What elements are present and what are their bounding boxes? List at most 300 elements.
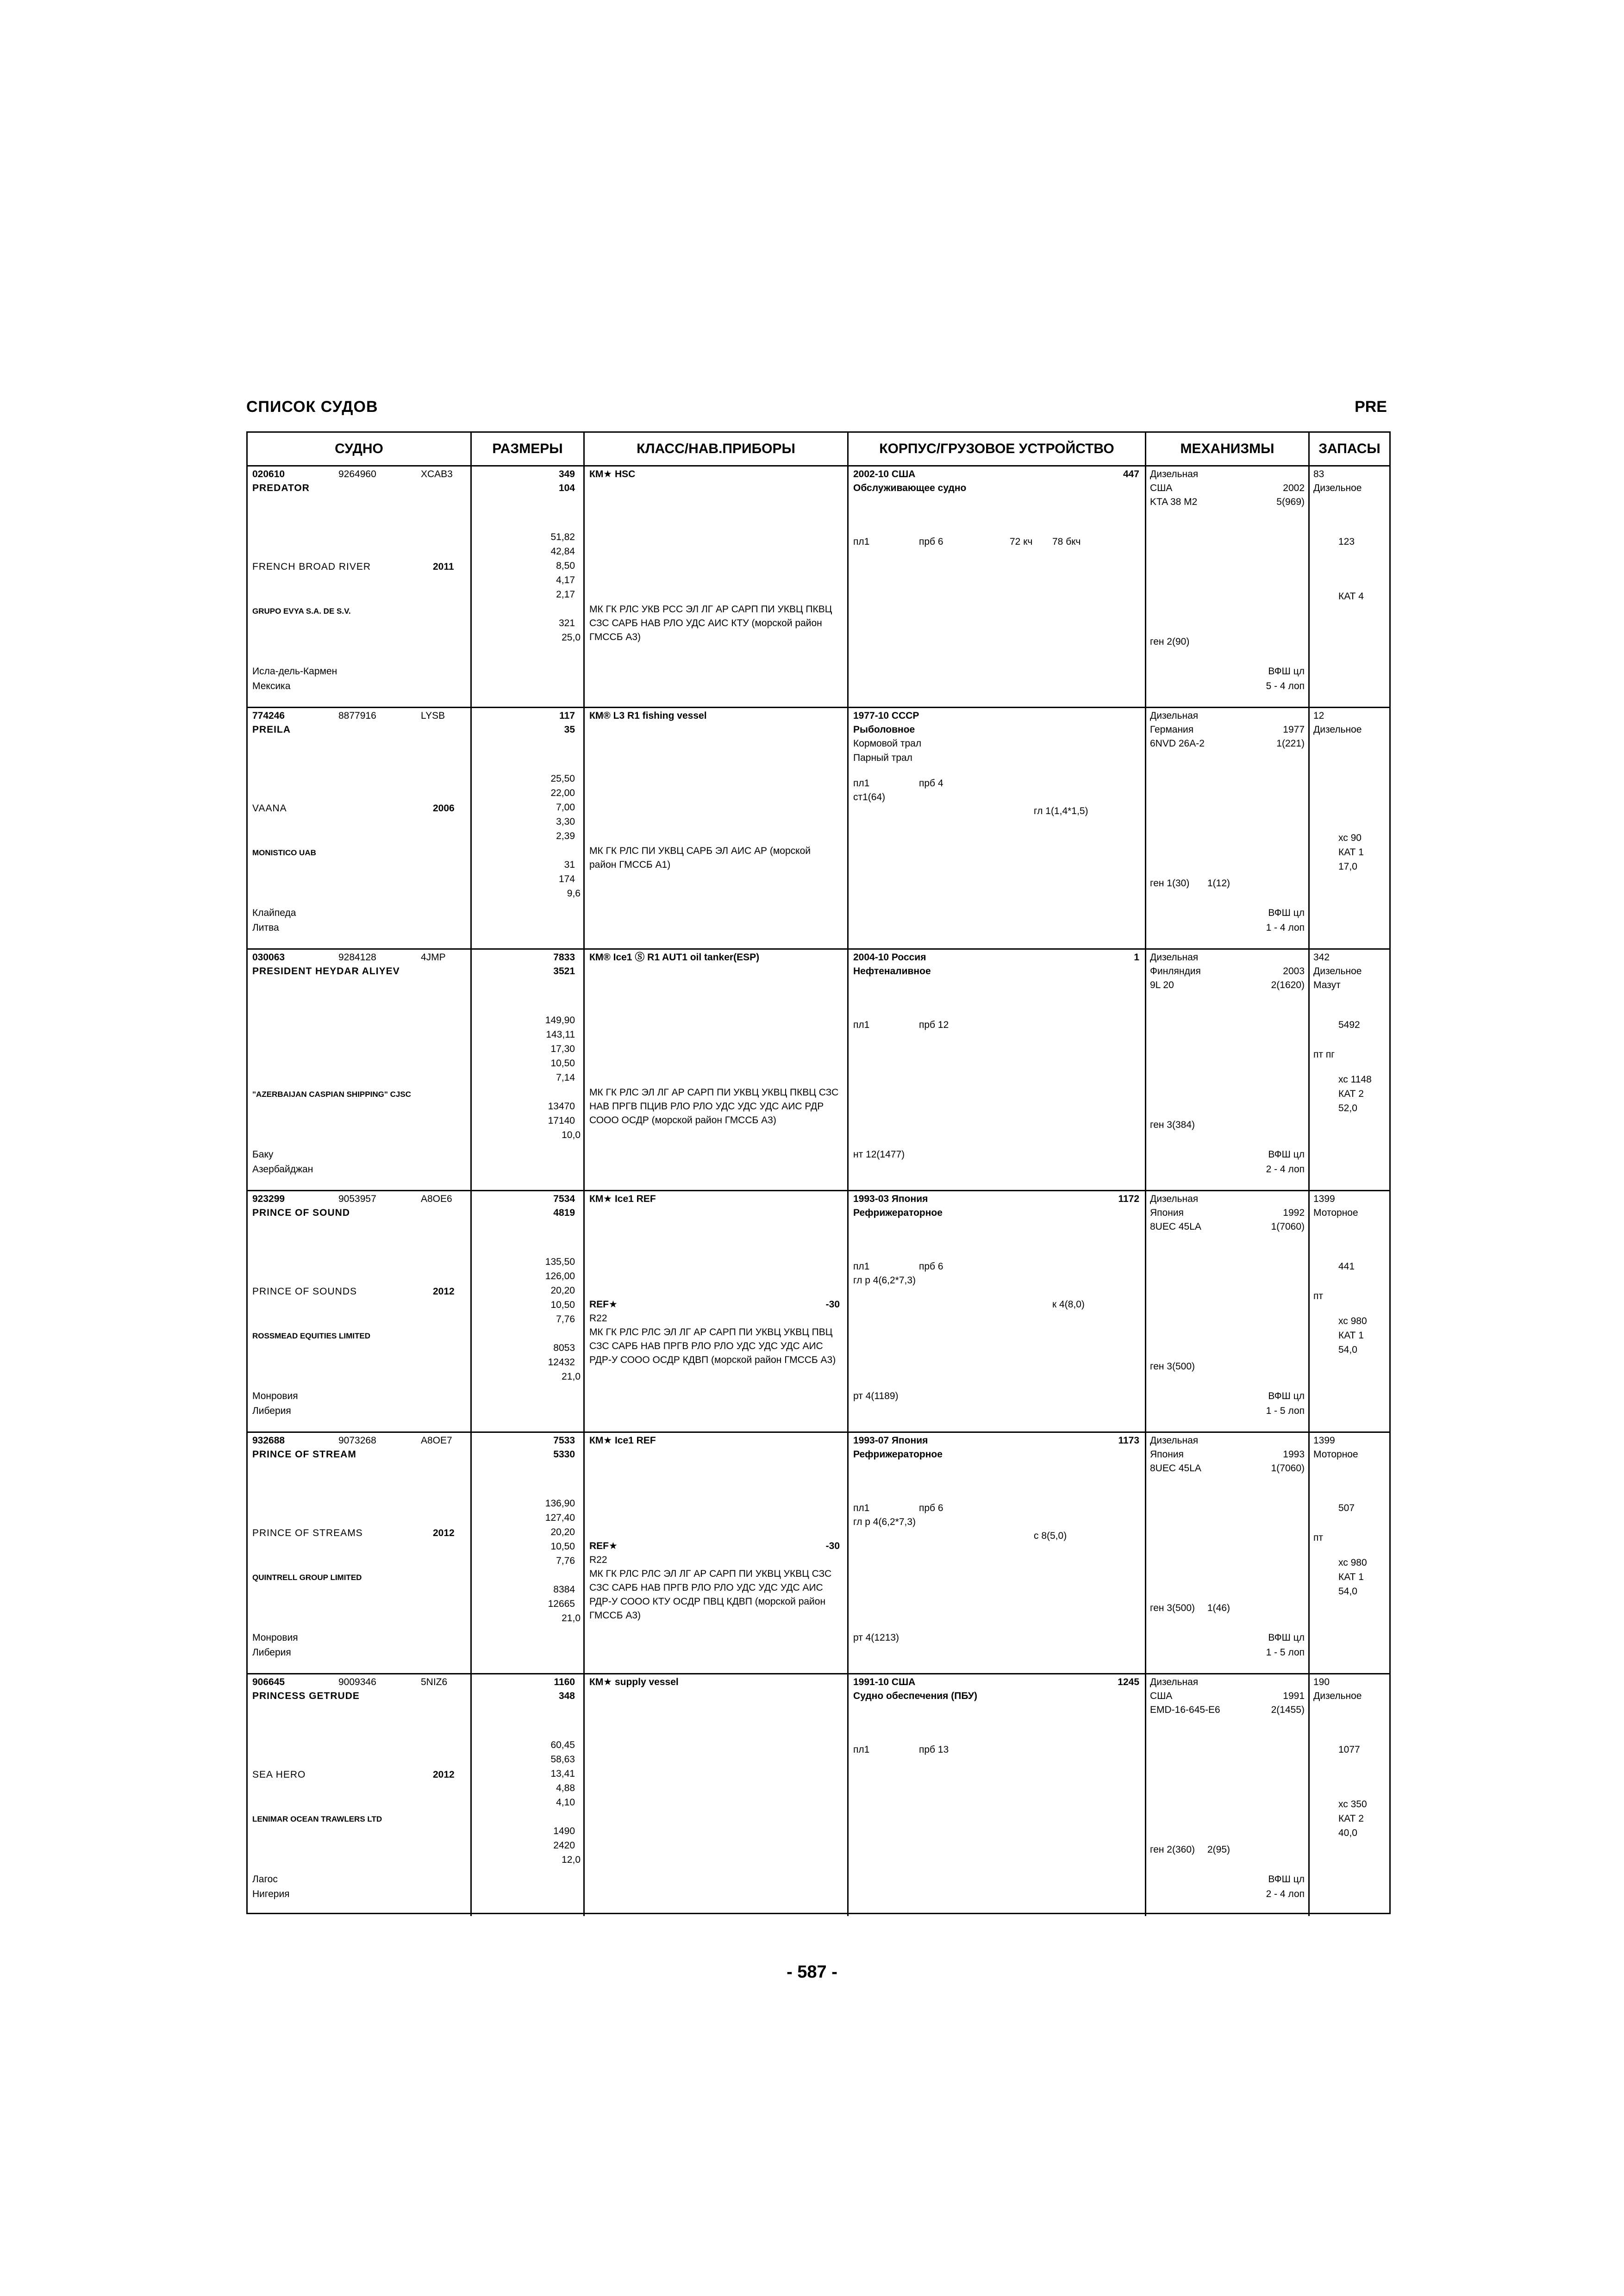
engine-model: 6NVD 26A-2: [1150, 738, 1205, 749]
dims-value: 143,11: [546, 1029, 575, 1040]
net-tonnage: 104: [558, 483, 575, 493]
engine-power: 1(7060): [1271, 1463, 1305, 1474]
vessel-cell: [248, 708, 472, 948]
ship-type: Рефрижераторное: [853, 1207, 943, 1218]
class-notation: КМ★ Ice1 REF: [589, 1194, 656, 1204]
fuel-type: Дизельное: [1313, 1691, 1362, 1701]
dwt-value: 12665: [548, 1599, 575, 1609]
dims-value: 20,20: [550, 1527, 575, 1537]
hull-cell: [849, 467, 1146, 707]
hull-cell: [849, 708, 1146, 948]
generators: ген 3(500): [1150, 1361, 1195, 1372]
dwt-value: 174: [558, 874, 575, 884]
dims-value: 149,90: [545, 1015, 575, 1026]
column-header-hull: КОРПУС/ГРУЗОВОЕ УСТРОЙСТВО: [849, 433, 1146, 465]
class-cell: [585, 1674, 849, 1916]
navigation-equipment: МК ГК РЛС РЛС ЭЛ ЛГ АР САРП ПИ УКВЦ УКВЦ ПВЦ СЗС САРБ НАВ ПРГВ РЛО РЛО УДС УДС УДС АИС РДР-У СООО ОСДР КДВП (морской район ГМССБ А3): [589, 1327, 836, 1365]
fuel-type: Дизельное: [1313, 483, 1362, 493]
engine-model: 8UEC 45LA: [1150, 1463, 1201, 1474]
cargo-capacity: 72 кч: [1010, 536, 1033, 547]
ship-type: Обслуживающее судно: [853, 483, 967, 493]
flag-state: Азербайджан: [252, 1164, 313, 1175]
engine-power: 5(969): [1276, 497, 1305, 507]
dims-value: 10,50: [550, 1541, 575, 1552]
supply-low-value: 40,0: [1338, 1828, 1357, 1838]
registry-number: 020610: [252, 469, 285, 479]
flag-state: Мексика: [252, 681, 291, 691]
dims-value: 7,76: [556, 1556, 575, 1566]
speed: 9,6: [567, 888, 581, 899]
supply-low-value: хс 350: [1338, 1799, 1367, 1810]
engine-country: Финляндия: [1150, 966, 1201, 977]
water-capacity: 5492: [1338, 1020, 1360, 1030]
ship-entry: [248, 708, 1389, 950]
water-capacity: 123: [1338, 536, 1355, 547]
machinery-cell: [1146, 950, 1310, 1190]
dimensions-cell: [472, 1674, 585, 1916]
navigation-equipment: МК ГК РЛС ЭЛ ЛГ АР САРП ПИ УКВЦ УКВЦ ПКВЦ СЗС НАВ ПРГВ ПЦИВ РЛО РЛО УДС УДС УДС АИС РДР СООО ОСДР (морской район ГМССБ А3): [589, 1087, 839, 1126]
hull-cell: [849, 1433, 1146, 1673]
supply-low-value: хс 1148: [1338, 1074, 1372, 1085]
supply-low-value: хс 980: [1338, 1557, 1367, 1568]
generators: ген 2(90): [1150, 636, 1190, 647]
fuel-capacity: 1399: [1313, 1435, 1335, 1446]
deck-count: пл1: [853, 536, 870, 547]
imo-number: 9053957: [338, 1194, 376, 1204]
page-section-code: PRE: [1355, 398, 1387, 416]
dwt-value: 31: [564, 859, 575, 870]
propeller: ВФШ цл: [1268, 1874, 1305, 1885]
former-name-year: 2006: [433, 803, 455, 814]
navigation-equipment: МК ГК РЛС УКВ РСС ЭЛ ЛГ АР САРП ПИ УКВЦ ПКВЦ СЗС САРБ НАВ РЛО УДС АИС КТУ (морской район ГМССБ А3): [589, 604, 832, 642]
speed: 10,0: [562, 1130, 581, 1140]
registry-number: 923299: [252, 1194, 285, 1204]
ref-class: REF★: [589, 1299, 618, 1310]
hull-line-2b: с 8(5,0): [1034, 1531, 1067, 1541]
hull-line-2: гл р 4(6,2*7,3): [853, 1275, 916, 1286]
speed: 25,0: [562, 632, 581, 643]
engine-country: США: [1150, 483, 1173, 493]
machinery-cell: [1146, 1433, 1310, 1673]
engine-country: Япония: [1150, 1207, 1184, 1218]
ship-entry: [248, 1191, 1389, 1433]
supply-low-value: КАТ 1: [1338, 1330, 1364, 1341]
bulkheads: прб 6: [919, 1503, 943, 1513]
yard-number: 1245: [1118, 1677, 1139, 1687]
speed: 12,0: [562, 1854, 581, 1865]
fuel-capacity: 190: [1313, 1677, 1330, 1687]
gross-tonnage: 7833: [553, 952, 575, 963]
class-notation: КМ® L3 R1 fishing vessel: [589, 710, 707, 721]
supplies-cell: [1310, 708, 1389, 948]
ship-name: PREDATOR: [252, 483, 310, 493]
generators: ген 3(500): [1150, 1603, 1195, 1613]
dims-value: 7,00: [556, 802, 575, 813]
hull-cell: [849, 950, 1146, 1190]
ship-entry: [248, 950, 1389, 1191]
fuel-capacity: 1399: [1313, 1194, 1335, 1204]
deck-count: пл1: [853, 1020, 870, 1030]
water-capacity: 441: [1338, 1261, 1355, 1272]
engine-model: 9L 20: [1150, 980, 1174, 990]
dimensions-cell: [472, 1191, 585, 1431]
tank-notes: пт: [1313, 1291, 1323, 1301]
former-name: PRINCE OF SOUNDS: [252, 1286, 357, 1297]
propeller: ВФШ цл: [1268, 908, 1305, 918]
supply-low-value: 54,0: [1338, 1586, 1357, 1597]
imo-number: 9284128: [338, 952, 376, 963]
bulkheads: прб 13: [919, 1744, 949, 1755]
engine-power: 2(1620): [1271, 980, 1305, 990]
former-name-year: 2012: [433, 1286, 455, 1297]
speed: 21,0: [562, 1371, 581, 1382]
gross-tonnage: 349: [558, 469, 575, 479]
deck-count: пл1: [853, 1744, 870, 1755]
propeller-blades: 1 - 4 лоп: [1266, 922, 1305, 933]
table-header: [248, 433, 1389, 467]
water-capacity: 507: [1338, 1503, 1355, 1513]
dims-value: 127,40: [545, 1512, 575, 1523]
engine-power: 1(221): [1276, 738, 1305, 749]
owner: GRUPO EVYA S.A. DE S.V.: [252, 607, 351, 616]
dims-value: 2,39: [556, 831, 575, 841]
propeller: ВФШ цл: [1268, 1149, 1305, 1160]
ship-name: PRINCE OF STREAM: [252, 1449, 356, 1460]
vessel-cell: [248, 467, 472, 707]
hull-line-2: ст1(64): [853, 792, 886, 803]
dwt-value: 2420: [553, 1840, 575, 1851]
former-name-year: 2011: [433, 561, 454, 572]
deck-count: пл1: [853, 1261, 870, 1272]
engine-model: EMD-16-645-E6: [1150, 1705, 1220, 1715]
owner: LENIMAR OCEAN TRAWLERS LTD: [252, 1815, 382, 1823]
hull-cell: [849, 1674, 1146, 1916]
dwt-value: 321: [558, 618, 575, 628]
propeller-blades: 5 - 4 лоп: [1266, 681, 1305, 691]
supply-low-value: 54,0: [1338, 1344, 1357, 1355]
supply-low-value: 52,0: [1338, 1103, 1357, 1114]
ship-name: PREILA: [252, 724, 291, 735]
generators: ген 2(360): [1150, 1844, 1195, 1855]
class-notation: КМ® Ice1 Ⓢ R1 AUT1 oil tanker(ESP): [589, 952, 760, 963]
home-port: Монровия: [252, 1391, 298, 1401]
engine-year: 1993: [1283, 1449, 1305, 1460]
column-header-class: КЛАСС/НАВ.ПРИБОРЫ: [585, 433, 849, 465]
supplies-cell: [1310, 1191, 1389, 1431]
former-name: PRINCE OF STREAMS: [252, 1528, 363, 1538]
supplies-cell: [1310, 1674, 1389, 1916]
former-name: SEA HERO: [252, 1769, 306, 1780]
build-date-country: 1977-10 СССР: [853, 710, 919, 721]
flag-state: Либерия: [252, 1647, 291, 1658]
net-tonnage: 5330: [553, 1449, 575, 1460]
former-name-year: 2012: [433, 1528, 455, 1538]
dims-value: 42,84: [550, 546, 575, 557]
propeller-blades: 1 - 5 лоп: [1266, 1406, 1305, 1416]
dims-value: 8,50: [556, 560, 575, 571]
fuel-type: Моторное: [1313, 1449, 1358, 1460]
supply-low-value: КАТ 4: [1338, 591, 1364, 602]
engine-power: 1(7060): [1271, 1221, 1305, 1232]
class-notation: КМ★ Ice1 REF: [589, 1435, 656, 1446]
supply-low-value: КАТ 2: [1338, 1089, 1364, 1099]
bale-capacity: 78 бкч: [1052, 536, 1081, 547]
propeller: ВФШ цл: [1268, 666, 1305, 677]
engine-model: 8UEC 45LA: [1150, 1221, 1201, 1232]
deck-count: пл1: [853, 1503, 870, 1513]
call-sign: 4JMP: [421, 952, 446, 963]
vessel-cell: [248, 950, 472, 1190]
class-cell: [585, 950, 849, 1190]
supplies-cell: [1310, 950, 1389, 1190]
hull-bottom-info: рт 4(1189): [853, 1391, 899, 1401]
supplies-cell: [1310, 1433, 1389, 1673]
home-port: Баку: [252, 1149, 274, 1160]
ship-entry: [248, 467, 1389, 708]
engine-type: Дизельная: [1150, 1194, 1199, 1204]
supplies-cell: [1310, 467, 1389, 707]
dims-value: 60,45: [550, 1740, 575, 1750]
dims-value: 135,50: [545, 1257, 575, 1267]
yard-number: 1173: [1118, 1435, 1139, 1446]
speed: 21,0: [562, 1613, 581, 1624]
dims-value: 10,50: [550, 1058, 575, 1069]
ship-name: PRINCESS GETRUDE: [252, 1691, 360, 1701]
engine-type: Дизельная: [1150, 952, 1199, 963]
engine-year: 1991: [1283, 1691, 1305, 1701]
engine-year: 1977: [1283, 724, 1305, 735]
supply-low-value: хс 90: [1338, 833, 1362, 843]
refrigerant: R22: [589, 1555, 607, 1565]
ship-type: Рыболовное: [853, 724, 915, 735]
engine-power: 2(1455): [1271, 1705, 1305, 1715]
propeller-blades: 2 - 4 лоп: [1266, 1889, 1305, 1899]
engine-year: 2003: [1283, 966, 1305, 977]
generators: ген 3(384): [1150, 1120, 1195, 1130]
dims-value: 25,50: [550, 773, 575, 784]
bulkheads: прб 4: [919, 778, 943, 789]
dims-value: 7,76: [556, 1314, 575, 1325]
engine-type: Дизельная: [1150, 710, 1199, 721]
vessel-cell: [248, 1433, 472, 1673]
dwt-value: 12432: [548, 1357, 575, 1368]
gross-tonnage: 7534: [553, 1194, 575, 1204]
dims-value: 13,41: [550, 1768, 575, 1779]
ship-entry: [248, 1674, 1389, 1916]
fuel-type: Дизельное: [1313, 724, 1362, 735]
former-name: VAANA: [252, 803, 287, 814]
call-sign: A8OE6: [421, 1194, 452, 1204]
flag-state: Литва: [252, 922, 279, 933]
machinery-cell: [1146, 708, 1310, 948]
dims-value: 136,90: [545, 1498, 575, 1509]
generators-aux: 1(12): [1207, 878, 1230, 889]
ship-type: Судно обеспечения (ПБУ): [853, 1691, 977, 1701]
generators-aux: 1(46): [1207, 1603, 1230, 1613]
former-name-year: 2012: [433, 1769, 455, 1780]
machinery-cell: [1146, 467, 1310, 707]
dims-value: 7,14: [556, 1072, 575, 1083]
call-sign: A8OE7: [421, 1435, 452, 1446]
hull-cell: [849, 1191, 1146, 1431]
net-tonnage: 4819: [553, 1207, 575, 1218]
supply-low-value: КАТ 1: [1338, 1572, 1364, 1582]
hull-bottom-info: нт 12(1477): [853, 1149, 905, 1160]
home-port: Исла-дель-Кармен: [252, 666, 337, 677]
build-date-country: 1991-10 США: [853, 1677, 916, 1687]
propeller: ВФШ цл: [1268, 1391, 1305, 1401]
dimensions-cell: [472, 950, 585, 1190]
dims-value: 17,30: [550, 1044, 575, 1054]
yard-number: 1172: [1118, 1194, 1139, 1204]
owner: ROSSMEAD EQUITIES LIMITED: [252, 1332, 371, 1340]
gross-tonnage: 117: [559, 710, 575, 721]
dims-value: 3,30: [556, 816, 575, 827]
refrigerant: R22: [589, 1313, 607, 1324]
deck-count: пл1: [853, 778, 870, 789]
class-cell: [585, 467, 849, 707]
engine-country: Германия: [1150, 724, 1194, 735]
dims-value: 51,82: [550, 532, 575, 542]
owner: "AZERBAIJAN CASPIAN SHIPPING" CJSC: [252, 1090, 411, 1099]
class-cell: [585, 1191, 849, 1431]
hull-line-2b: гл 1(1,4*1,5): [1034, 806, 1088, 816]
ship-name: PRESIDENT HEYDAR ALIYEV: [252, 966, 400, 977]
yard-number: 447: [1123, 469, 1139, 479]
column-header-dimensions: РАЗМЕРЫ: [472, 433, 585, 465]
hull-bottom-info: рт 4(1213): [853, 1632, 899, 1643]
class-cell: [585, 708, 849, 948]
generators: ген 1(30): [1150, 878, 1190, 889]
ship-entry: [248, 1433, 1389, 1674]
imo-number: 9073268: [338, 1435, 376, 1446]
gross-tonnage: 1160: [554, 1677, 575, 1687]
generators-aux: 2(95): [1207, 1844, 1230, 1855]
navigation-equipment: МК ГК РЛС РЛС ЭЛ ЛГ АР САРП ПИ УКВЦ УКВЦ СЗС СЗС САРБ НАВ ПРГВ РЛО РЛО УДС УДС УДС АИС РДР-У СООО КТУ ОСДР ПВЦ КДВП (морской район ГМССБ А3): [589, 1568, 832, 1621]
vessel-cell: [248, 1191, 472, 1431]
call-sign: LYSB: [421, 710, 445, 721]
engine-country: США: [1150, 1691, 1173, 1701]
type-extra-value: Кормовой трал: [853, 738, 922, 749]
ship-register-table: [246, 431, 1391, 1914]
dwt-value: 17140: [548, 1115, 575, 1126]
engine-year: 2002: [1283, 483, 1305, 493]
dims-value: 4,17: [556, 575, 575, 585]
net-tonnage: 35: [564, 724, 575, 735]
gross-tonnage: 7533: [553, 1435, 575, 1446]
supply-low-value: КАТ 1: [1338, 847, 1364, 858]
ref-temperature: -30: [825, 1299, 840, 1310]
call-sign: 5NIZ6: [421, 1677, 448, 1687]
imo-number: 9009346: [338, 1677, 376, 1687]
bulkheads: прб 12: [919, 1020, 949, 1030]
fuel-type: Дизельное: [1313, 966, 1362, 977]
engine-type: Дизельная: [1150, 1677, 1199, 1687]
dimensions-cell: [472, 467, 585, 707]
hull-line-3: к 4(8,0): [1052, 1299, 1085, 1310]
build-date-country: 1993-07 Япония: [853, 1435, 928, 1446]
dwt-value: 8053: [553, 1343, 575, 1353]
dims-value: 4,88: [556, 1783, 575, 1793]
water-capacity: 1077: [1338, 1744, 1360, 1755]
fuel-capacity: 83: [1313, 469, 1324, 479]
home-port: Лагос: [252, 1874, 278, 1885]
page-number: - 587 -: [787, 1962, 837, 1982]
fuel-capacity: 12: [1313, 710, 1324, 721]
supply-low-value: хс 980: [1338, 1316, 1367, 1326]
dims-value: 58,63: [550, 1754, 575, 1765]
build-date-country: 2004-10 Россия: [853, 952, 926, 963]
machinery-cell: [1146, 1191, 1310, 1431]
column-header-machinery: МЕХАНИЗМЫ: [1146, 433, 1310, 465]
dimensions-cell: [472, 1433, 585, 1673]
propeller-blades: 1 - 5 лоп: [1266, 1647, 1305, 1658]
registry-number: 906645: [252, 1677, 285, 1687]
net-tonnage: 3521: [553, 966, 575, 977]
hull-line-2: гл р 4(6,2*7,3): [853, 1517, 916, 1527]
dwt-value: 8384: [553, 1584, 575, 1595]
home-port: Монровия: [252, 1632, 298, 1643]
vessel-cell: [248, 1674, 472, 1916]
build-date-country: 1993-03 Япония: [853, 1194, 928, 1204]
ship-name: PRINCE OF SOUND: [252, 1207, 350, 1218]
dims-value: 20,20: [550, 1285, 575, 1296]
dims-value: 22,00: [550, 788, 575, 798]
yard-number: 1: [1134, 952, 1139, 963]
imo-number: 9264960: [338, 469, 376, 479]
home-port: Клайпеда: [252, 908, 296, 918]
class-notation: КМ★ supply vessel: [589, 1677, 679, 1687]
supply-low-value: 17,0: [1338, 861, 1357, 872]
column-header-supplies: ЗАПАСЫ: [1318, 441, 1380, 456]
flag-state: Нигерия: [252, 1889, 290, 1899]
owner: MONISTICO UAB: [252, 848, 316, 857]
page-title: СПИСОК СУДОВ: [246, 398, 378, 416]
bulkheads: прб 6: [919, 536, 943, 547]
dims-value: 126,00: [545, 1271, 575, 1282]
registry-number: 030063: [252, 952, 285, 963]
dims-value: 4,10: [556, 1797, 575, 1808]
call-sign: XCAB3: [421, 469, 453, 479]
navigation-equipment: МК ГК РЛС ПИ УКВЦ САРБ ЭЛ АИС АР (морской район ГМССБ А1): [589, 846, 811, 870]
net-tonnage: 348: [558, 1691, 575, 1701]
engine-model: KTA 38 M2: [1150, 497, 1198, 507]
machinery-cell: [1146, 1674, 1310, 1916]
ref-temperature: -30: [825, 1541, 840, 1551]
class-cell: [585, 1433, 849, 1673]
registry-number: 774246: [252, 710, 285, 721]
engine-country: Япония: [1150, 1449, 1184, 1460]
ship-type: Нефтеналивное: [853, 966, 931, 977]
dwt-value: 13470: [548, 1101, 575, 1112]
imo-number: 8877916: [338, 710, 376, 721]
registry-number: 932688: [252, 1435, 285, 1446]
tank-notes: пт пг: [1313, 1049, 1335, 1060]
build-date-country: 2002-10 США: [853, 469, 916, 479]
former-name: FRENCH BROAD RIVER: [252, 561, 371, 572]
dwt-value: 1490: [553, 1826, 575, 1836]
engine-year: 1992: [1283, 1207, 1305, 1218]
fuel-type-2: Мазут: [1313, 980, 1341, 990]
fuel-type: Моторное: [1313, 1207, 1358, 1218]
dims-value: 2,17: [556, 589, 575, 600]
type-extra-value: Парный трал: [853, 753, 912, 763]
tank-notes: пт: [1313, 1532, 1323, 1543]
owner: QUINTRELL GROUP LIMITED: [252, 1573, 362, 1582]
ship-type: Рефрижераторное: [853, 1449, 943, 1460]
propeller: ВФШ цл: [1268, 1632, 1305, 1643]
flag-state: Либерия: [252, 1406, 291, 1416]
